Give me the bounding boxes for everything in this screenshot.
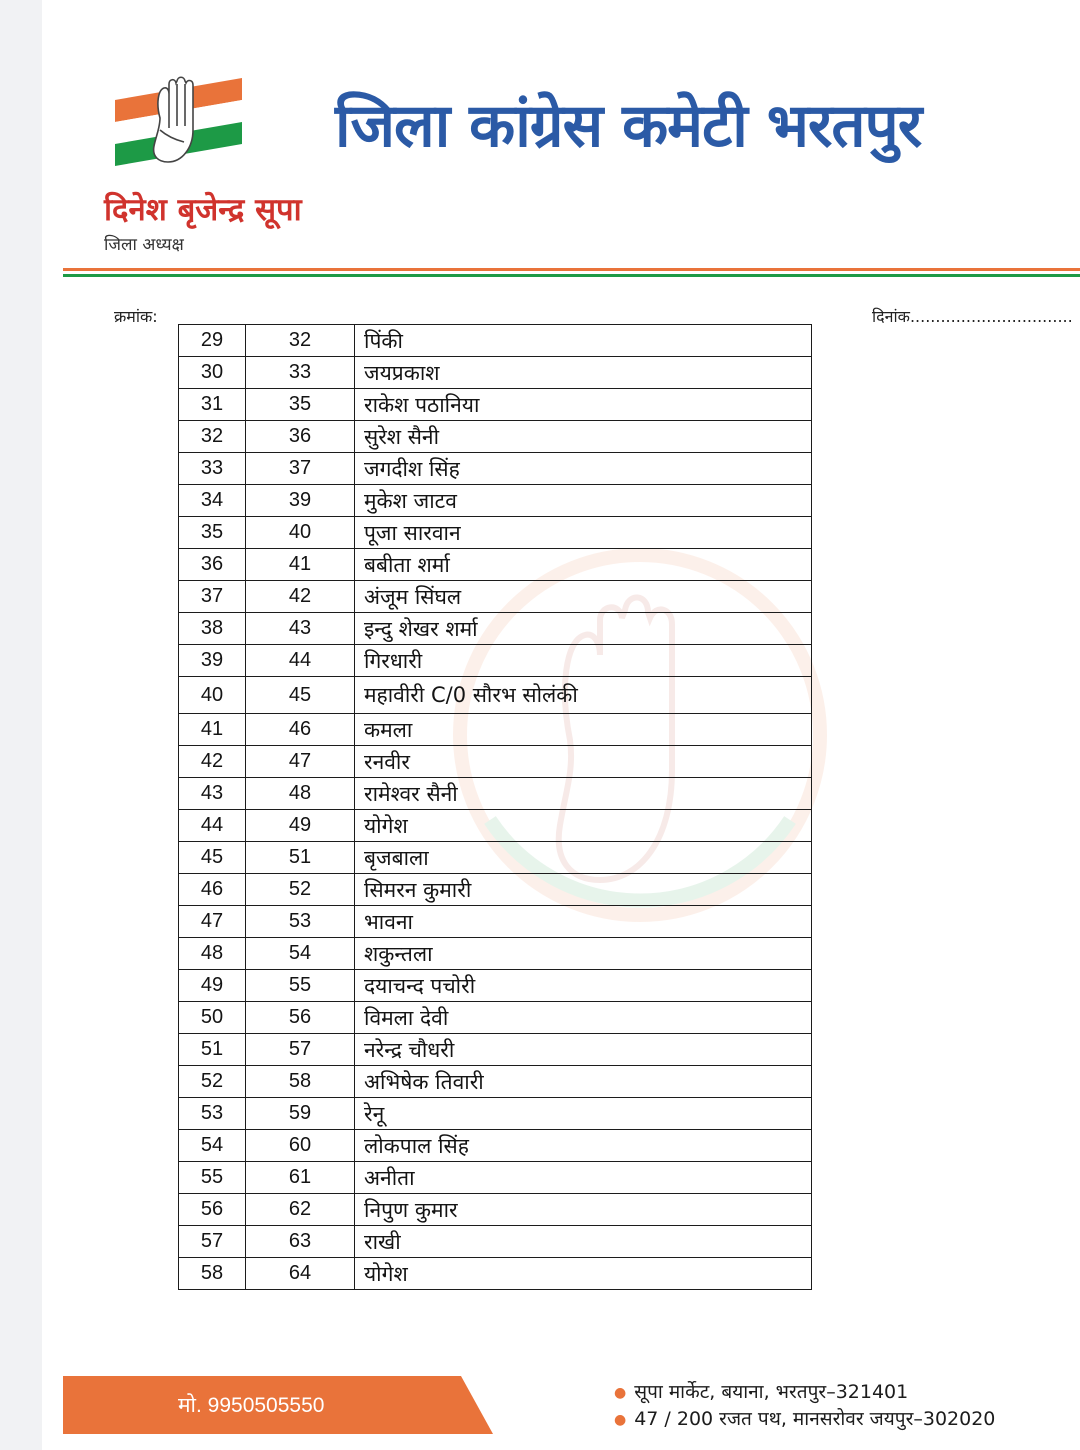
- member-number-cell: 41: [246, 549, 355, 581]
- member-name-cell: मुकेश जाटव: [355, 485, 812, 517]
- serial-cell: 30: [179, 357, 246, 389]
- table-row: [179, 970, 812, 1002]
- address-line-1: [614, 1378, 908, 1404]
- serial-cell: 39: [179, 645, 246, 677]
- table-row: [179, 1162, 812, 1194]
- member-number-cell: 56: [246, 1002, 355, 1034]
- member-name-cell: रनवीर: [355, 746, 812, 778]
- member-number-cell: 60: [246, 1130, 355, 1162]
- member-name-cell: योगेश: [355, 810, 812, 842]
- member-name-cell: पिंकी: [355, 325, 812, 357]
- serial-cell: 45: [179, 842, 246, 874]
- table-row: [179, 746, 812, 778]
- member-name-cell: अभिषेक तिवारी: [355, 1066, 812, 1098]
- member-name-cell: शकुन्तला: [355, 938, 812, 970]
- serial-cell: 57: [179, 1226, 246, 1258]
- member-name-cell: भावना: [355, 906, 812, 938]
- table-row: [179, 906, 812, 938]
- serial-cell: 51: [179, 1034, 246, 1066]
- address-text-2: 47 / 200 रजत पथ, मानसरोवर जयपुर–302020: [634, 1408, 996, 1430]
- member-name-cell: जयप्रकाश: [355, 357, 812, 389]
- table-row: [179, 645, 812, 677]
- table-row: [179, 453, 812, 485]
- member-name-cell: कमला: [355, 714, 812, 746]
- member-number-cell: 44: [246, 645, 355, 677]
- address-text-1: सूपा मार्केट, बयाना, भरतपुर–321401: [634, 1381, 909, 1403]
- tricolor-divider: [63, 268, 1080, 277]
- table-row: [179, 677, 812, 714]
- member-number-cell: 39: [246, 485, 355, 517]
- bullet-icon: ●: [614, 1384, 627, 1401]
- member-name-cell: जगदीश सिंह: [355, 453, 812, 485]
- serial-cell: 32: [179, 421, 246, 453]
- members-table: [178, 324, 812, 1290]
- table-row: [179, 714, 812, 746]
- table-row: [179, 485, 812, 517]
- serial-cell: 48: [179, 938, 246, 970]
- congress-hand-logo-icon: [112, 70, 247, 170]
- member-number-cell: 45: [246, 677, 355, 714]
- table-row: [179, 1130, 812, 1162]
- serial-cell: 49: [179, 970, 246, 1002]
- table-row: [179, 517, 812, 549]
- member-number-cell: 58: [246, 1066, 355, 1098]
- member-number-cell: 49: [246, 810, 355, 842]
- member-number-cell: 62: [246, 1194, 355, 1226]
- serial-cell: 31: [179, 389, 246, 421]
- serial-cell: 47: [179, 906, 246, 938]
- left-gutter: [0, 0, 42, 1450]
- table-row: [179, 1098, 812, 1130]
- member-name-cell: राखी: [355, 1226, 812, 1258]
- member-name-cell: सिमरन कुमारी: [355, 874, 812, 906]
- serial-cell: 43: [179, 778, 246, 810]
- serial-cell: 34: [179, 485, 246, 517]
- date-label: दिनांक................................: [872, 307, 1073, 326]
- member-name-cell: बृजबाला: [355, 842, 812, 874]
- document-title: जिला कांग्रेस कमेटी भरतपुर: [335, 91, 922, 161]
- member-number-cell: 42: [246, 581, 355, 613]
- member-number-cell: 43: [246, 613, 355, 645]
- member-name-cell: पूजा सारवान: [355, 517, 812, 549]
- member-name-cell: विमला देवी: [355, 1002, 812, 1034]
- member-name-cell: अनीता: [355, 1162, 812, 1194]
- table-row: [179, 938, 812, 970]
- table-row: [179, 810, 812, 842]
- serial-cell: 54: [179, 1130, 246, 1162]
- serial-cell: 35: [179, 517, 246, 549]
- serial-cell: 37: [179, 581, 246, 613]
- member-number-cell: 35: [246, 389, 355, 421]
- serial-cell: 36: [179, 549, 246, 581]
- member-number-cell: 40: [246, 517, 355, 549]
- member-name-cell: रेनू: [355, 1098, 812, 1130]
- table-row: [179, 389, 812, 421]
- table-row: [179, 842, 812, 874]
- member-name-cell: निपुण कुमार: [355, 1194, 812, 1226]
- member-name-cell: बबीता शर्मा: [355, 549, 812, 581]
- table-row: [179, 549, 812, 581]
- member-number-cell: 46: [246, 714, 355, 746]
- member-number-cell: 61: [246, 1162, 355, 1194]
- table-row: [179, 1002, 812, 1034]
- serial-cell: 38: [179, 613, 246, 645]
- table-row: [179, 357, 812, 389]
- member-number-cell: 57: [246, 1034, 355, 1066]
- member-name-cell: राकेश पठानिया: [355, 389, 812, 421]
- serial-label: क्रमांक:: [114, 307, 158, 326]
- table-row: [179, 581, 812, 613]
- member-name-cell: लोकपाल सिंह: [355, 1130, 812, 1162]
- serial-cell: 41: [179, 714, 246, 746]
- member-number-cell: 52: [246, 874, 355, 906]
- member-number-cell: 55: [246, 970, 355, 1002]
- table-row: [179, 778, 812, 810]
- member-number-cell: 47: [246, 746, 355, 778]
- member-name-cell: अंजूम सिंघल: [355, 581, 812, 613]
- serial-cell: 42: [179, 746, 246, 778]
- table-row: [179, 1194, 812, 1226]
- member-name-cell: रामेश्वर सैनी: [355, 778, 812, 810]
- member-name-cell: योगेश: [355, 1258, 812, 1290]
- bullet-icon: ●: [614, 1411, 627, 1428]
- serial-cell: 56: [179, 1194, 246, 1226]
- table-row: [179, 421, 812, 453]
- member-name-cell: नरेन्द्र चौधरी: [355, 1034, 812, 1066]
- table-row: [179, 613, 812, 645]
- table-row: [179, 1226, 812, 1258]
- member-number-cell: 48: [246, 778, 355, 810]
- president-title: जिला अध्यक्ष: [104, 235, 184, 255]
- member-number-cell: 36: [246, 421, 355, 453]
- table-row: [179, 1034, 812, 1066]
- member-name-cell: दयाचन्द पचोरी: [355, 970, 812, 1002]
- members-table-body: [179, 325, 812, 1290]
- member-number-cell: 32: [246, 325, 355, 357]
- table-row: [179, 325, 812, 357]
- serial-cell: 44: [179, 810, 246, 842]
- table-row: [179, 874, 812, 906]
- member-number-cell: 59: [246, 1098, 355, 1130]
- member-name-cell: सुरेश सैनी: [355, 421, 812, 453]
- serial-cell: 40: [179, 677, 246, 714]
- address-line-2: [614, 1405, 995, 1431]
- member-number-cell: 63: [246, 1226, 355, 1258]
- member-name-cell: गिरधारी: [355, 645, 812, 677]
- mobile-number: मो. 9950505550: [178, 1394, 325, 1417]
- serial-cell: 29: [179, 325, 246, 357]
- serial-cell: 33: [179, 453, 246, 485]
- president-name: दिनेश बृजेन्द्र सूपा: [104, 192, 302, 228]
- serial-cell: 55: [179, 1162, 246, 1194]
- member-number-cell: 64: [246, 1258, 355, 1290]
- serial-cell: 52: [179, 1066, 246, 1098]
- member-number-cell: 53: [246, 906, 355, 938]
- serial-cell: 53: [179, 1098, 246, 1130]
- member-name-cell: महावीरी C/0 सौरभ सोलंकी: [355, 677, 812, 714]
- member-name-cell: इन्दु शेखर शर्मा: [355, 613, 812, 645]
- member-number-cell: 51: [246, 842, 355, 874]
- member-number-cell: 54: [246, 938, 355, 970]
- serial-cell: 58: [179, 1258, 246, 1290]
- member-number-cell: 33: [246, 357, 355, 389]
- serial-cell: 50: [179, 1002, 246, 1034]
- table-row: [179, 1258, 812, 1290]
- serial-cell: 46: [179, 874, 246, 906]
- table-row: [179, 1066, 812, 1098]
- member-number-cell: 37: [246, 453, 355, 485]
